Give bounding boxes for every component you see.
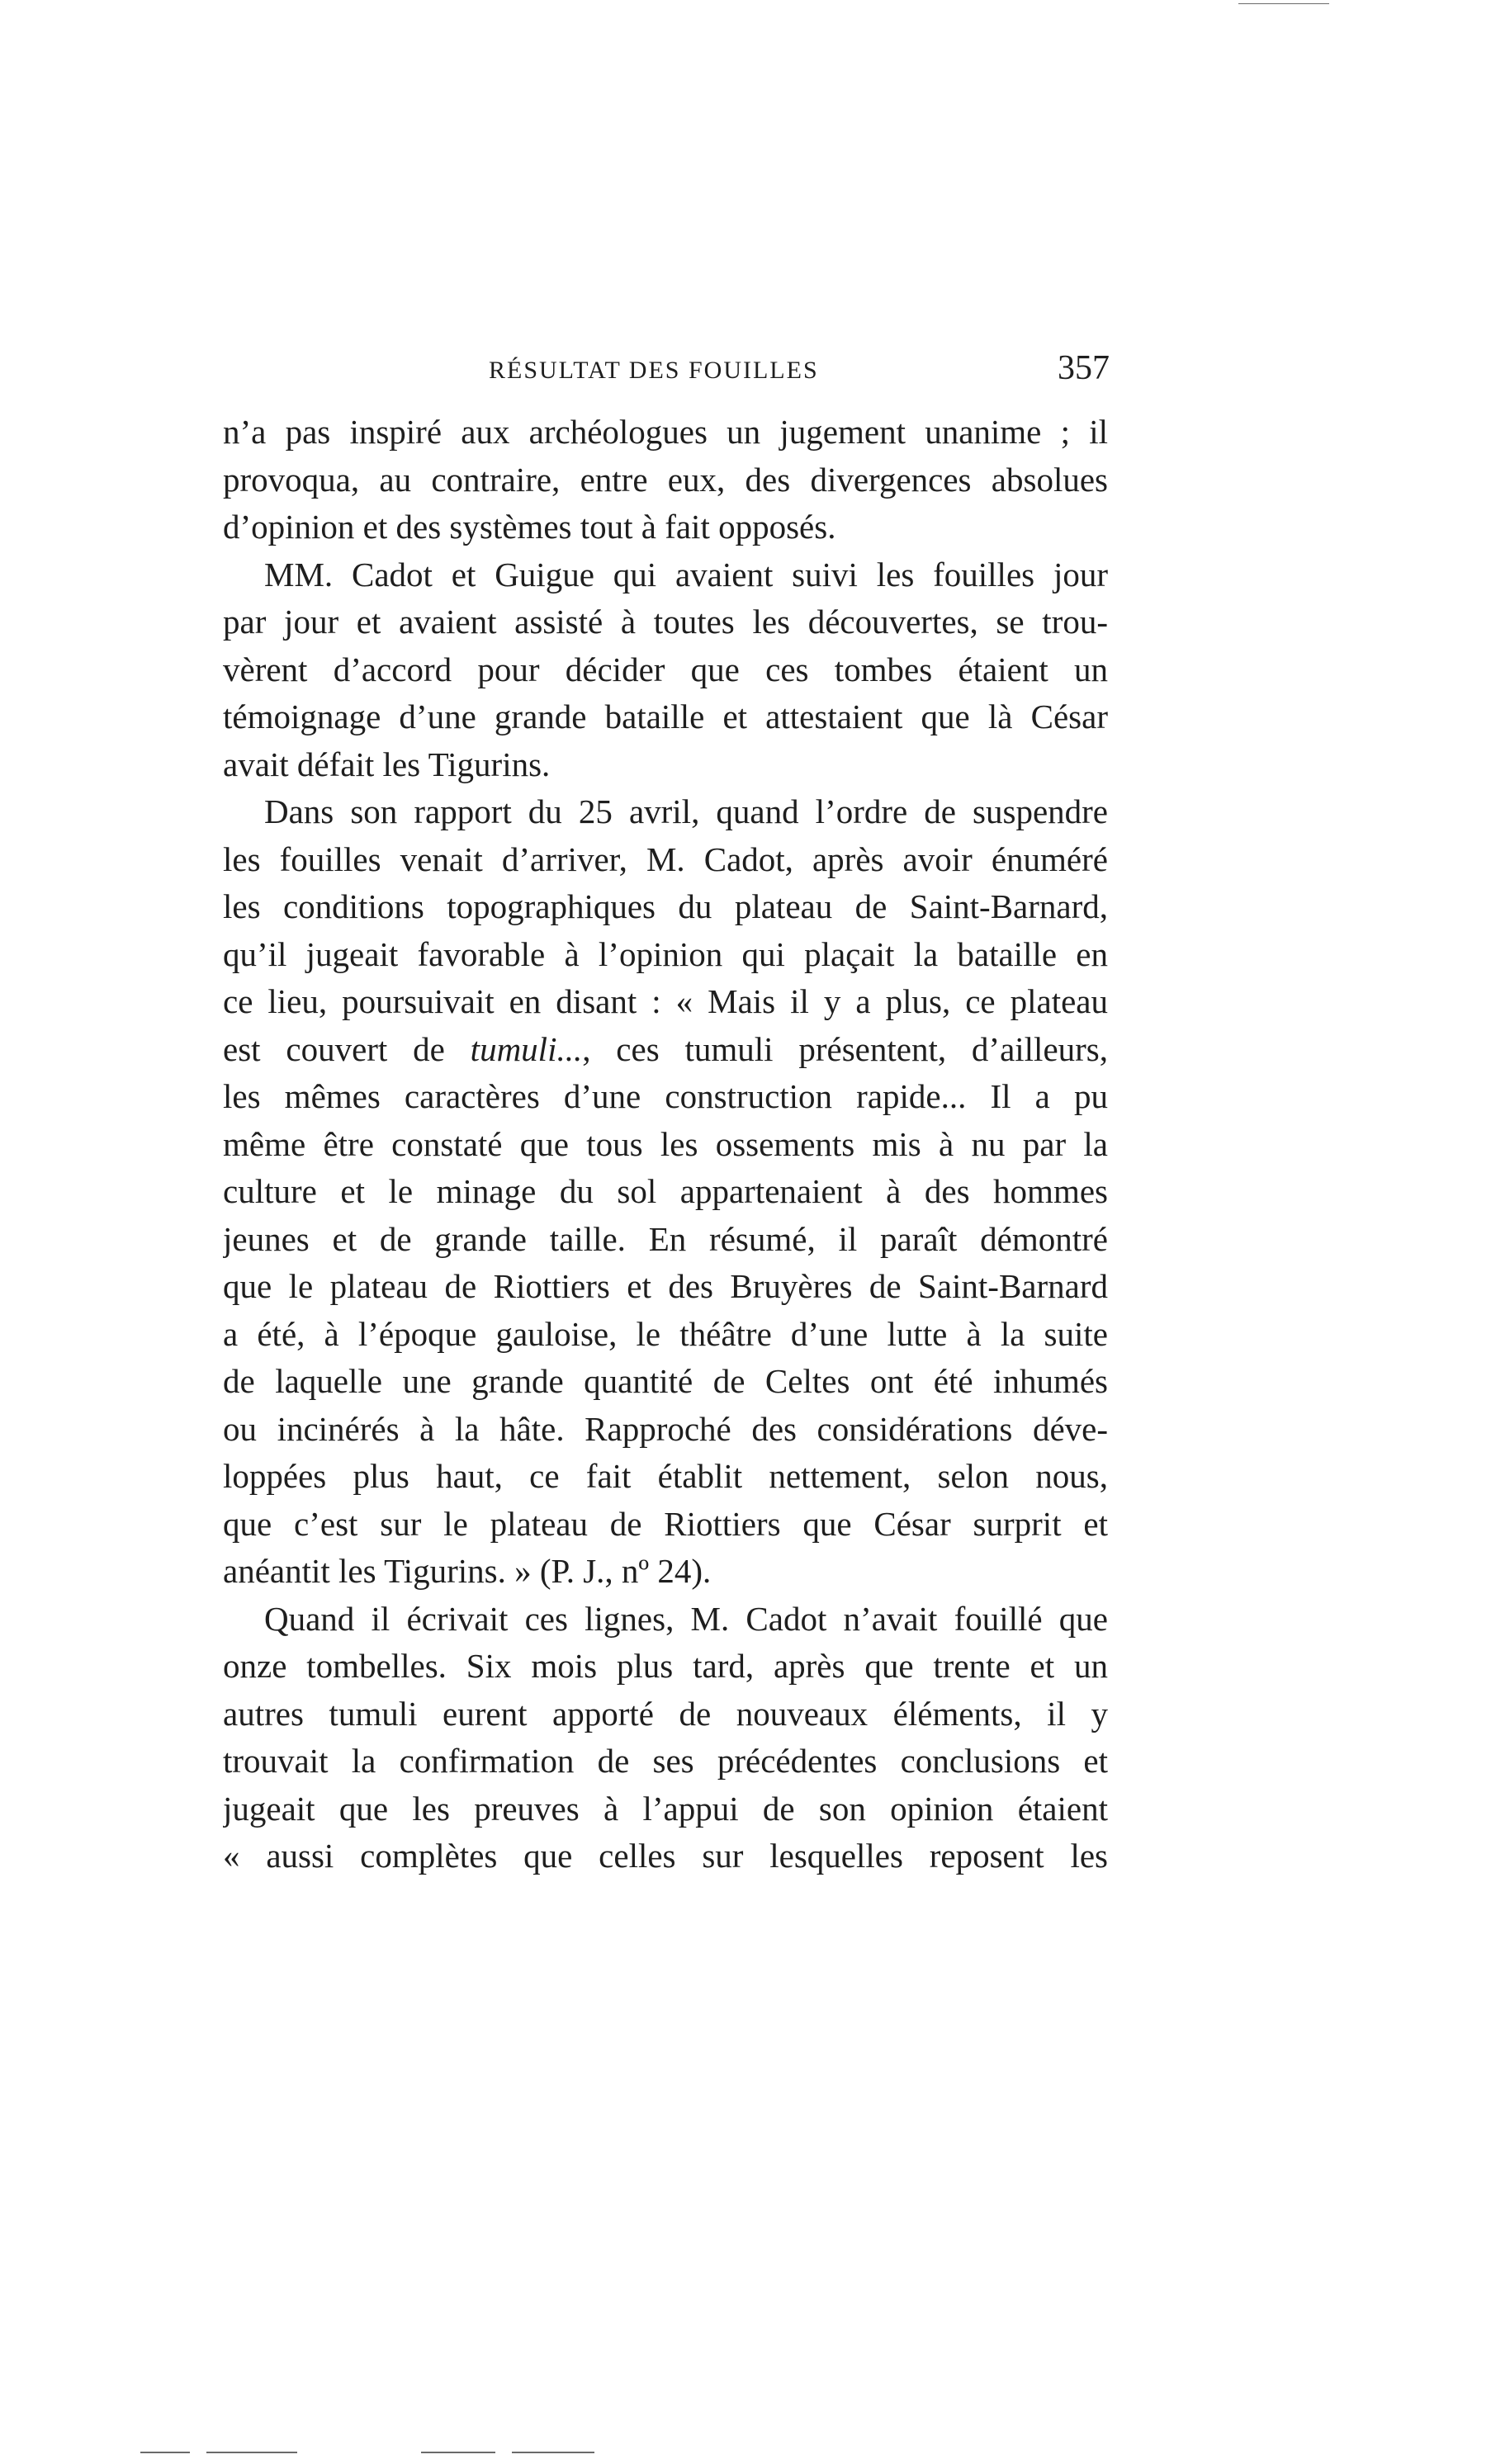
text-line: est couvert de tumuli..., ces tumuli présentent, d’ailleurs,	[223, 1029, 1108, 1068]
text-line: a été, à l’époque gauloise, le théâtre d’une lutte à la suite	[223, 1314, 1108, 1353]
text-line: Quand il écrivait ces lignes, M. Cadot n’avait fouillé que	[264, 1599, 1108, 1638]
text-line: que le plateau de Riottiers et des Bruyères de Saint-Barnard	[223, 1267, 1108, 1305]
text-line: ou incinérés à la hâte. Rapproché des considérations déve-	[223, 1409, 1108, 1448]
text-line: avait défait les Tigurins.	[223, 745, 551, 783]
text-line: provoqua, au contraire, entre eux, des divergences absolues	[223, 460, 1108, 499]
text-line: trouvait la confirmation de ses précédentes conclusions et	[223, 1742, 1108, 1780]
paragraph	[223, 1596, 1108, 1880]
text-line: d’opinion et des systèmes tout à fait opposés.	[223, 508, 836, 546]
text-line: de laquelle une grande quantité de Celtes ont été inhumés	[223, 1362, 1108, 1400]
text-line: jugeait que les preuves à l’appui de son opinion étaient	[223, 1789, 1108, 1828]
text-line: anéantit les Tigurins. » (P. J., nº 24).	[223, 1552, 712, 1590]
running-head	[223, 345, 1116, 395]
scan-edge-mark	[512, 2452, 594, 2453]
paragraph	[223, 409, 1108, 551]
text-line: MM. Cadot et Guigue qui avaient suivi les fouilles jour	[264, 555, 1108, 594]
paragraph	[223, 788, 1108, 1596]
text-line: les conditions topographiques du plateau de Saint-Barnard,	[223, 887, 1108, 925]
text-line: autres tumuli eurent apporté de nouveaux éléments, il y	[223, 1694, 1108, 1733]
text-line: culture et le minage du sol appartenaient à des hommes	[223, 1172, 1108, 1210]
text-line: les mêmes caractères d’une construction rapide... Il a pu	[223, 1077, 1108, 1115]
text-line: vèrent d’accord pour décider que ces tombes étaient un	[223, 650, 1108, 688]
text-line: onze tombelles. Six mois plus tard, après que trente et un	[223, 1647, 1108, 1685]
text-line: loppées plus haut, ce fait établit nettement, selon nous,	[223, 1457, 1108, 1495]
scan-edge-mark	[421, 2452, 495, 2453]
text-line: témoignage d’une grande bataille et attestaient que là César	[223, 698, 1108, 735]
scan-edge-mark	[1238, 3, 1329, 4]
italic-term: tumuli...	[470, 1029, 583, 1068]
text-line: qu’il jugeait favorable à l’opinion qui plaçait la bataille en	[223, 934, 1108, 973]
text-line: que c’est sur le plateau de Riottiers que César surprit et	[223, 1504, 1108, 1543]
text-line: n’a pas inspiré aux archéologues un jugement unanime ; il	[223, 413, 1108, 451]
text-line: même être constaté que tous les ossements mis à nu par la	[223, 1124, 1108, 1163]
text-line: par jour et avaient assisté à toutes les découvertes, se trou-	[223, 603, 1108, 641]
text-line: « aussi complètes que celles sur lesquelles reposent les	[223, 1837, 1108, 1875]
running-title: RÉSULTAT DES FOUILLES	[489, 357, 819, 384]
text-line: jeunes et de grande taille. En résumé, il paraît démontré	[223, 1219, 1108, 1258]
scan-edge-mark	[140, 2452, 190, 2453]
scan-edge-mark	[206, 2452, 297, 2453]
text-line: les fouilles venait d’arriver, M. Cadot, après avoir énuméré	[223, 839, 1108, 878]
paragraph	[223, 551, 1108, 789]
body-text	[223, 409, 1108, 1880]
text-line: Dans son rapport du 25 avril, quand l’ordre de suspendre	[264, 792, 1108, 830]
text-line: ce lieu, poursuivait en disant : « Mais il y a plus, ce plateau	[223, 982, 1108, 1020]
page-number: 357	[1058, 349, 1110, 387]
